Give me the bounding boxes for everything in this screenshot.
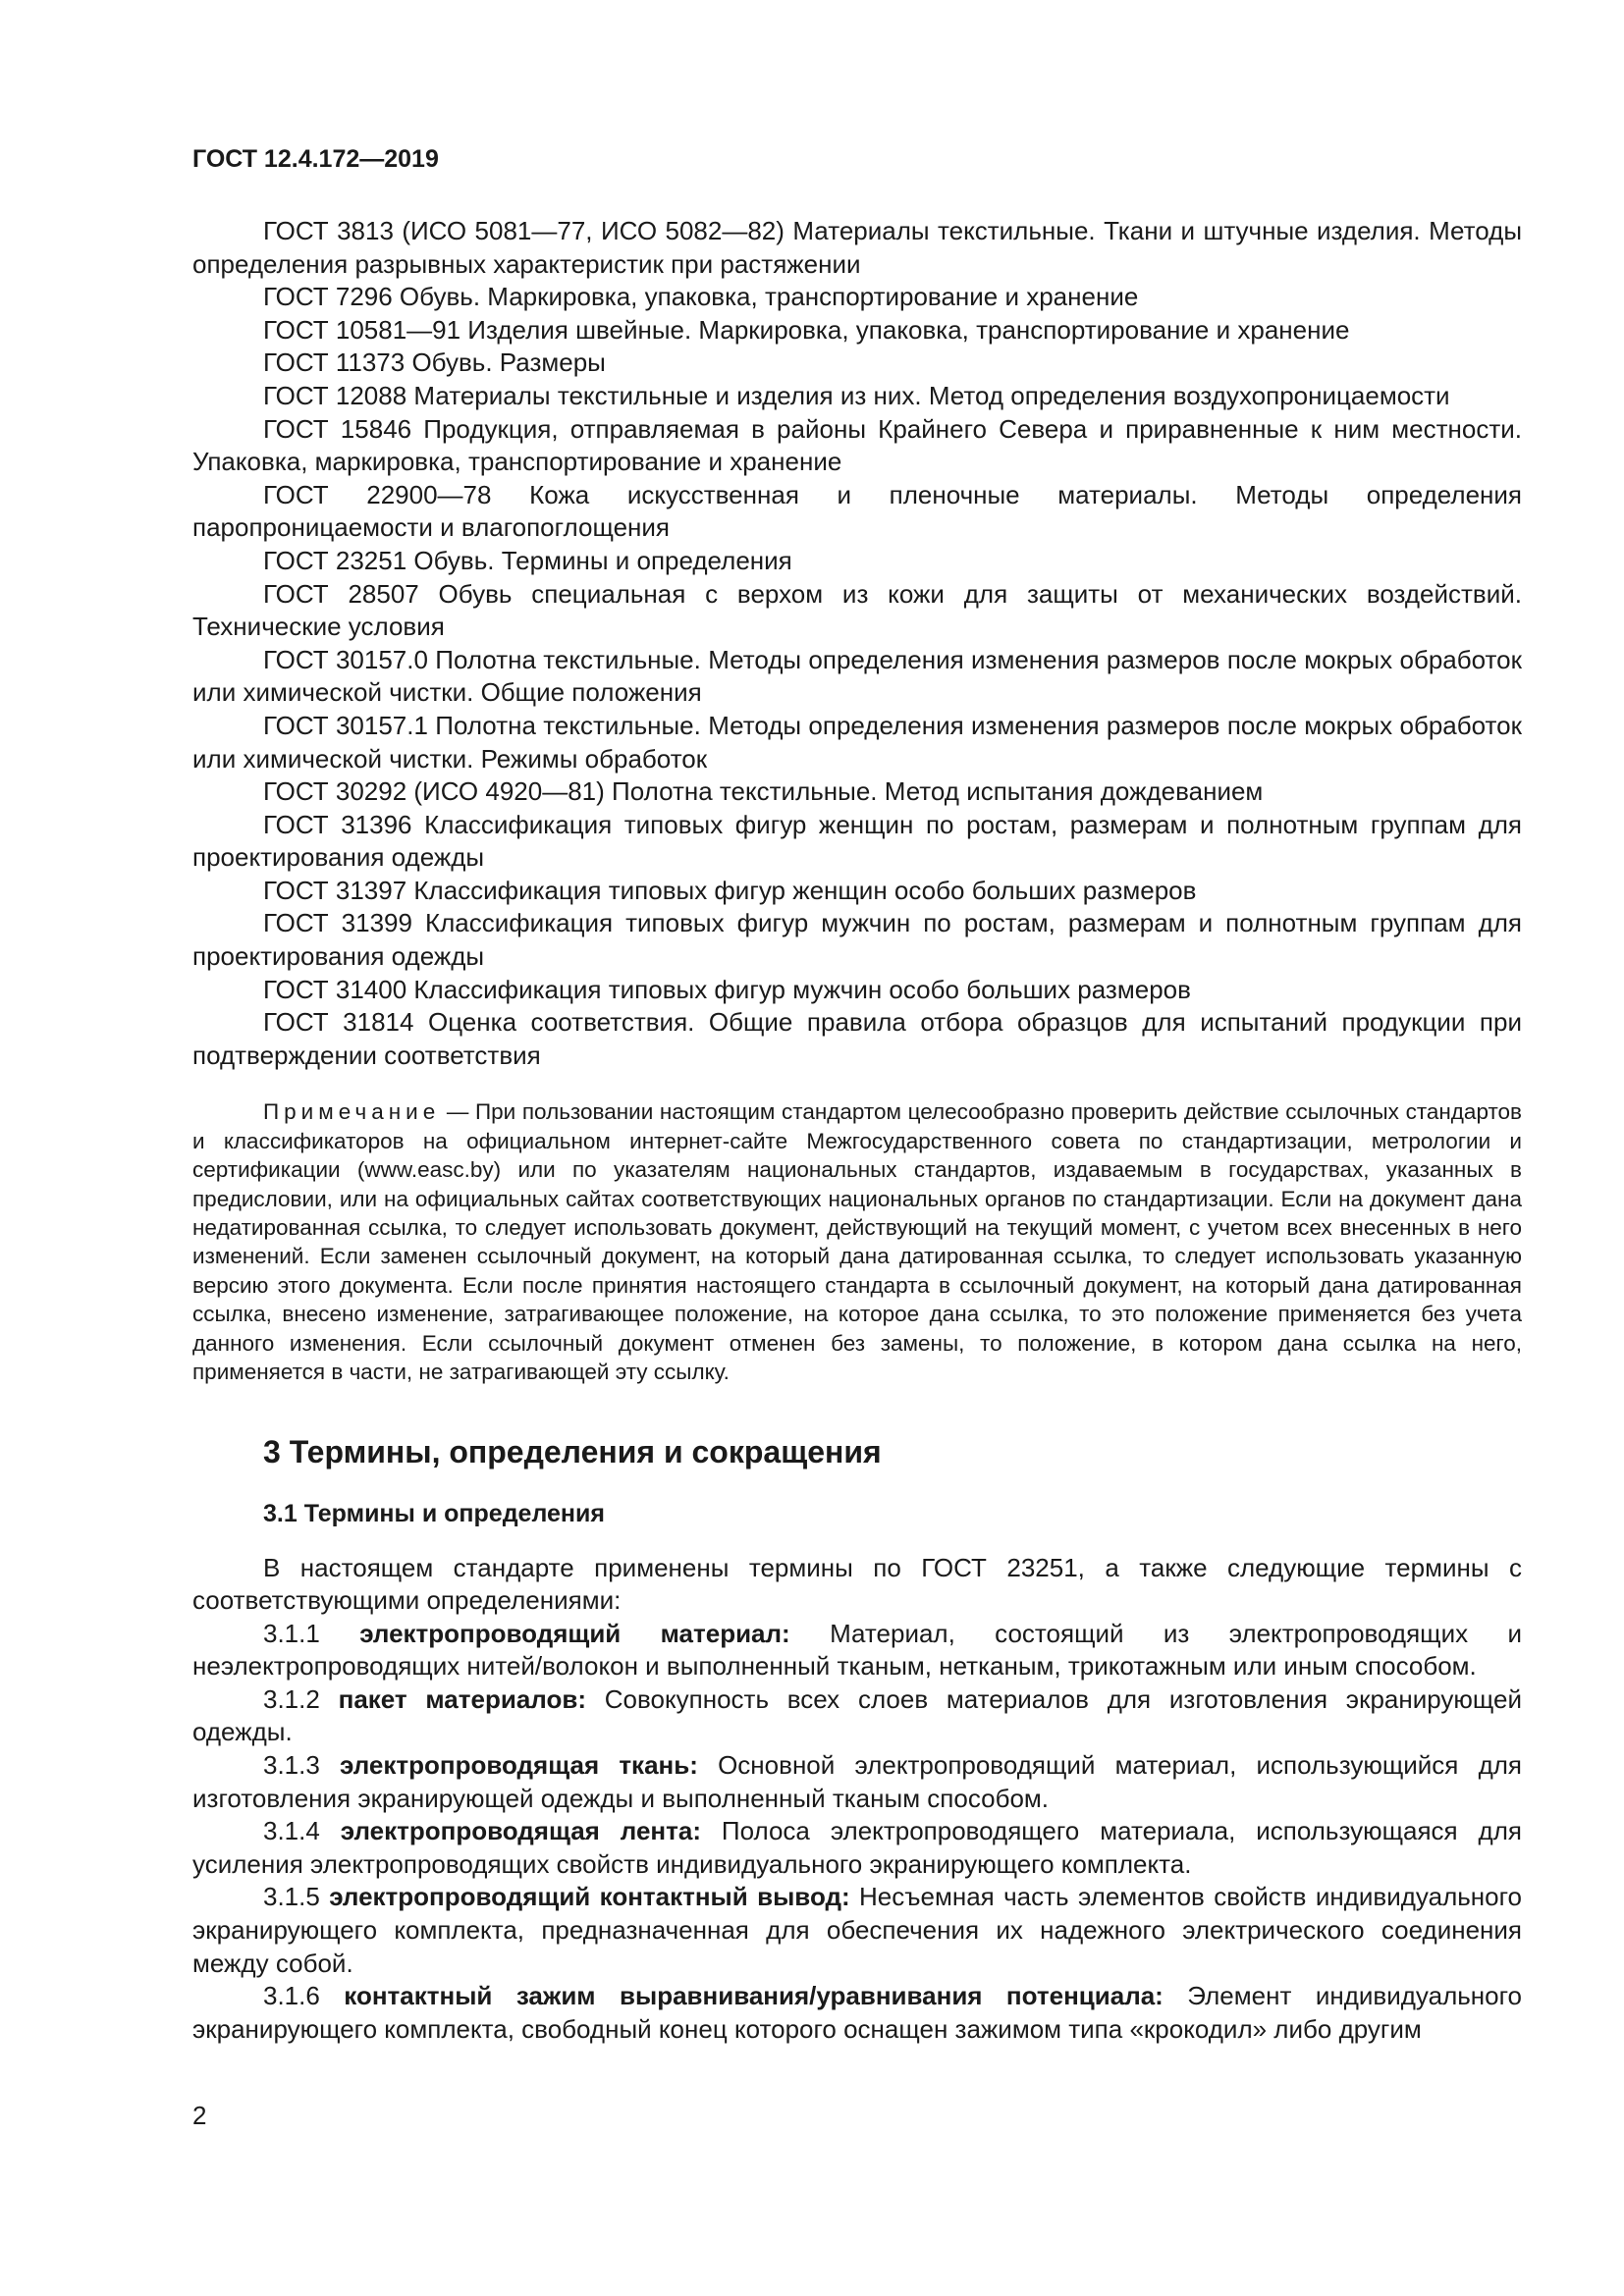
reference-item: ГОСТ 22900—78 Кожа искусственная и пленочные материалы. Методы определения паропроницаемости и влагопоглощения [192, 479, 1522, 543]
note [192, 1097, 1522, 1386]
term-name: электропроводящий материал: [359, 1618, 790, 1648]
section-title: 3 Термины, определения и сокращения [263, 1433, 882, 1469]
reference-item: ГОСТ 12088 Материалы текстильные и изделия из них. Метод определения воздухопроницаемости [263, 380, 1450, 410]
reference-item: ГОСТ 31396 Классификация типовых фигур женщин по ростам, размерам и полнотным группам для проектирования одежды [192, 809, 1522, 873]
reference-item: ГОСТ 31814 Оценка соответствия. Общие правила отбора образцов для испытаний продукции при подтверждении соответствия [192, 1007, 1522, 1070]
terms-list [192, 1552, 1522, 2047]
reference-item: ГОСТ 30157.0 Полотна текстильные. Методы определения изменения размеров после мокрых обработок или химической чистки. Общие положения [192, 644, 1522, 708]
term-text: Полоса электропроводящего материала, использующаяся для усиления электропроводящих свойств индивидуального экранирующего комплекта. [192, 1816, 1522, 1879]
terms-intro: В настоящем стандарте применены термины по ГОСТ 23251, а также следующие термины с соответствующими определениями: [192, 1552, 1522, 1616]
term-definition [192, 1618, 1522, 1683]
term-name: пакет материалов: [338, 1683, 586, 1714]
term-text: Совокупность всех слоев материалов для изготовления экранирующей одежды. [192, 1683, 1522, 1747]
term-number: 3.1.6 [263, 1981, 345, 2011]
term-definition [192, 1749, 1522, 1815]
reference-item: ГОСТ 30157.1 Полотна текстильные. Методы определения изменения размеров после мокрых обработок или химической чистки. Режимы обработок [192, 710, 1522, 774]
reference-item: ГОСТ 28507 Обувь специальная с верхом из кожи для защиты от механических воздействий. Технические условия [192, 578, 1522, 642]
term-number: 3.1.1 [263, 1618, 360, 1648]
term-definition [192, 1815, 1522, 1881]
subsection-title: 3.1 Термины и определения [263, 1499, 605, 1527]
term-name: электропроводящая лента: [340, 1816, 701, 1846]
reference-item: ГОСТ 7296 Обувь. Маркировка, упаковка, транспортирование и хранение [263, 282, 1139, 312]
reference-item: ГОСТ 23251 Обувь. Термины и определения [263, 545, 792, 575]
normative-references [192, 215, 1522, 1072]
term-text: Основной электропроводящий материал, использующийся для изготовления экранирующей одежды и выполненный тканым способом. [192, 1750, 1522, 1813]
document-header: ГОСТ 12.4.172—2019 [192, 145, 439, 173]
term-number: 3.1.3 [263, 1750, 341, 1781]
term-text: Элемент индивидуального экранирующего комплекта, свободный конец которого оснащен зажимом типа «крокодил» либо другим [192, 1981, 1522, 2044]
term-definition [192, 1980, 1522, 2046]
term-definition [192, 1881, 1522, 1980]
term-text: Несъемная часть элементов свойств индивидуального экранирующего комплекта, предназначенная для обеспечения их надежного электрического соединения между собой. [192, 1882, 1522, 1978]
term-number: 3.1.4 [263, 1816, 341, 1846]
reference-item: ГОСТ 11373 Обувь. Размеры [263, 347, 606, 378]
note-text: — При пользовании настоящим стандартом целесообразно проверить действие ссылочных стандартов и классификаторов на официальном интернет-сайте Межгосударственного совета по стандартизации, метрологии и сертификации (www.easc.by) или по указателям национальных стандартов, издаваемым в государствах, указанных в предисловии, или на официальных сайтах соответствующих национальных органов по стандартизации. Если на документ дана недатированная ссылка, то следует использовать документ, действующий на текущий момент, с учетом всех внесенных в него изменений. Если заменен ссылочный документ, на который дана датированная ссылка, то следует использовать указанную версию этого документа. Если после принятия настоящего стандарта в ссылочный документ, на который дана датированная ссылка, внесено изменение, затрагивающее положение, на которое дана ссылка, то это положение применяется без учета данного изменения. Если ссылочный документ отменен без замены, то положение, в котором дана ссылка на него, применяется в части, не затрагивающей эту ссылку. [192, 1099, 1522, 1385]
term-name: контактный зажим выравнивания/уравнивания потенциала: [344, 1981, 1164, 2011]
reference-item: ГОСТ 31400 Классификация типовых фигур мужчин особо больших размеров [263, 974, 1191, 1004]
reference-item: ГОСТ 31397 Классификация типовых фигур женщин особо больших размеров [263, 875, 1197, 905]
page-number: 2 [192, 2101, 207, 2130]
term-definition [192, 1683, 1522, 1749]
term-name: электропроводящая ткань: [340, 1750, 698, 1781]
term-text: Материал, состоящий из электропроводящих и неэлектропроводящих нитей/волокон и выполненный тканым, нетканым, трикотажным или иным способом. [192, 1618, 1522, 1682]
reference-item: ГОСТ 30292 (ИСО 4920—81) Полотна текстильные. Метод испытания дождеванием [263, 776, 1264, 807]
note-label: Примечание [263, 1099, 441, 1125]
reference-item: ГОСТ 15846 Продукция, отправляемая в районы Крайнего Севера и приравненные к ним местности. Упаковка, маркировка, транспортирование и хранение [192, 413, 1522, 477]
term-number: 3.1.5 [263, 1882, 330, 1912]
document-page [192, 145, 1522, 2046]
reference-item: ГОСТ 31399 Классификация типовых фигур мужчин по ростам, размерам и полнотным группам для проектирования одежды [192, 908, 1522, 972]
term-name: электропроводящий контактный вывод: [329, 1882, 850, 1912]
reference-item: ГОСТ 10581—91 Изделия швейные. Маркировка, упаковка, транспортирование и хранение [263, 314, 1350, 345]
reference-item: ГОСТ 3813 (ИСО 5081—77, ИСО 5082—82) Материалы текстильные. Ткани и штучные изделия. Методы определения разрывных характеристик при растяжении [192, 216, 1522, 279]
term-number: 3.1.2 [263, 1683, 339, 1714]
